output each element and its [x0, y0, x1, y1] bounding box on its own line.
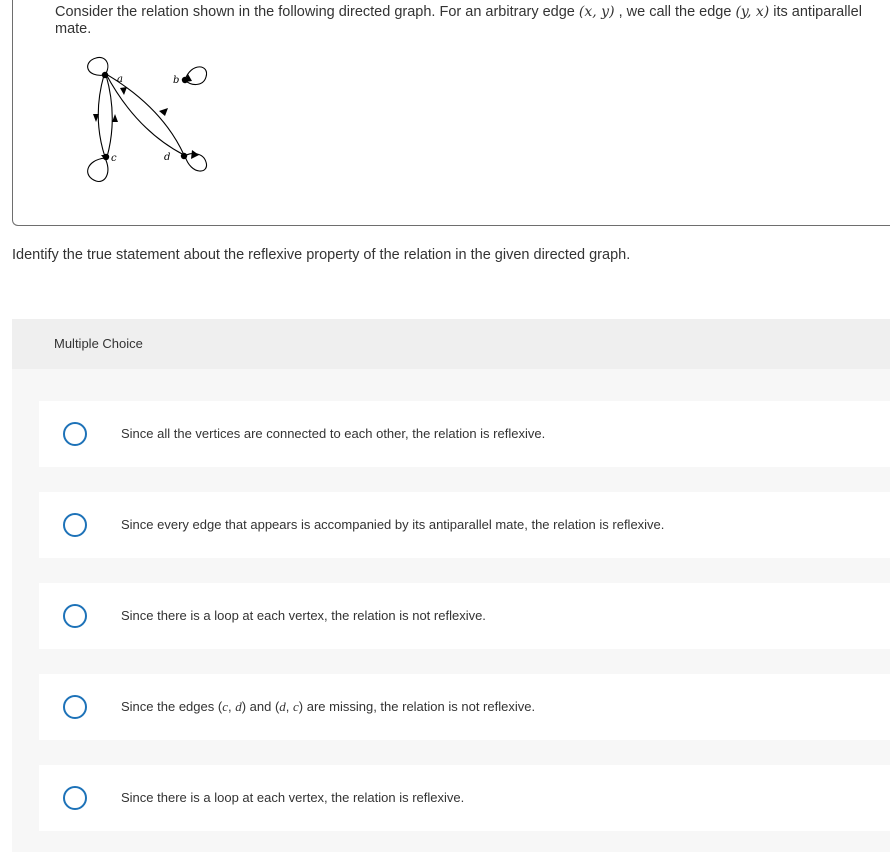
option-text-segment: ,: [227, 699, 236, 714]
answer-option-text: Since there is a loop at each vertex, the relation is not reflexive.: [121, 608, 486, 623]
arrowhead-loop-d: [191, 150, 199, 159]
answer-option-text: Since all the vertices are connected to each other, the relation is reflexive.: [121, 426, 546, 441]
edge-yx-notation: (y, x): [735, 4, 770, 20]
multiple-choice-header: [12, 319, 890, 369]
answer-option-3[interactable]: [39, 583, 890, 649]
option-text-segment: ) are missing, the relation is not reflexive.: [298, 699, 536, 714]
vertex-d-italic: d: [279, 699, 286, 714]
vertex-label-b: b: [173, 75, 180, 86]
answer-option-1[interactable]: [39, 401, 890, 467]
edge-a-c: [98, 75, 105, 157]
problem-intro-text: [55, 4, 885, 38]
intro-text-part-1: Consider the relation shown in the following directed graph. For an arbitrary edge: [55, 4, 579, 20]
vertex-d-italic: d: [235, 699, 242, 714]
answer-option-2[interactable]: [39, 492, 890, 558]
arrowhead-c-a: [112, 114, 118, 122]
loop-c: [88, 158, 108, 181]
answer-option-4[interactable]: [39, 674, 890, 740]
vertex-b: [182, 77, 188, 83]
option-text-segment: ) and (: [241, 699, 280, 714]
radio-button[interactable]: [63, 604, 87, 628]
answer-option-text: Since every edge that appears is accompanied by its antiparallel mate, the relation is reflexive.: [121, 517, 665, 532]
edge-d-a: [106, 74, 184, 155]
multiple-choice-label: Multiple Choice: [54, 336, 143, 351]
edge-xy-notation: (x, y): [578, 4, 615, 20]
answer-option-text: Since there is a loop at each vertex, the relation is reflexive.: [121, 790, 465, 805]
intro-text-part-3: its antiparallel mate.: [55, 4, 862, 37]
vertex-label-c: c: [111, 153, 117, 164]
vertex-c-italic: c: [222, 699, 228, 714]
option-text-segment: Since the edges (: [121, 699, 223, 714]
intro-text-part-2: , we call the edge: [614, 4, 736, 20]
radio-button[interactable]: [63, 513, 87, 537]
question-text: Identify the true statement about the reflexive property of the relation in the given directed graph.: [12, 247, 631, 263]
vertex-d: [181, 153, 187, 159]
vertex-c: [103, 154, 109, 160]
edge-a-d: [106, 74, 184, 155]
vertex-a: [102, 72, 108, 78]
multiple-choice-panel: [12, 319, 890, 852]
edge-c-a: [106, 75, 112, 157]
arrowhead-d-a: [120, 87, 127, 95]
radio-button[interactable]: [63, 422, 87, 446]
vertex-label-a: a: [117, 74, 123, 85]
vertex-c-italic: c: [293, 699, 299, 714]
arrowhead-a-d: [159, 108, 168, 116]
answer-option-text: [121, 699, 535, 715]
option-text-segment: ,: [285, 699, 294, 714]
answer-option-5[interactable]: [39, 765, 890, 831]
vertex-label-d: d: [164, 152, 171, 163]
radio-button[interactable]: [63, 695, 87, 719]
radio-button[interactable]: [63, 786, 87, 810]
directed-graph: [72, 52, 222, 190]
